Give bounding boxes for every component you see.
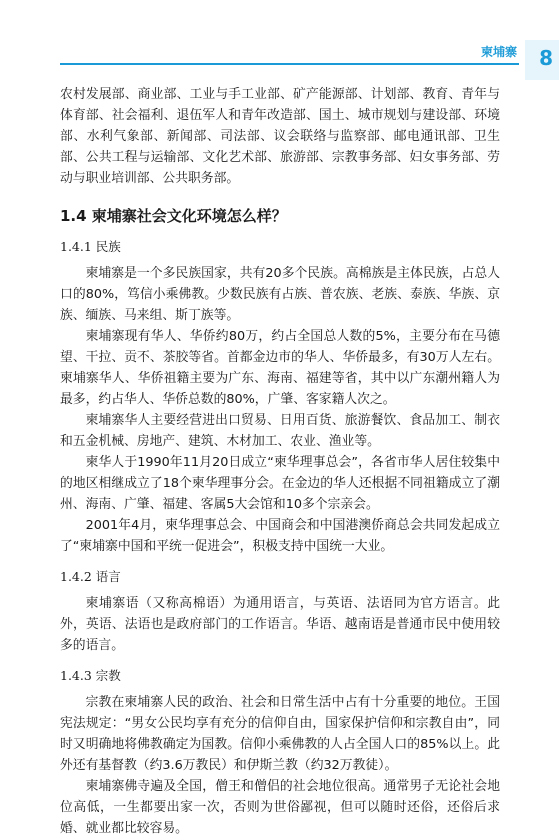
paragraph: 2001年4月，柬华理事总会、中国商会和中国港澳侨商总会共同发起成立了“柬埔寨中国和平统一促进会”，积极支持中国统一大业。 [60, 518, 500, 554]
paragraph: 柬埔寨语（又称高棉语）为通用语言，与英语、法语同为官方语言。此外，英语、法语也是政府部门的工作语言。华语、越南语是普通市民中使用较多的语言。 [60, 596, 500, 653]
paragraph: 宗教在柬埔寨人民的政治、社会和日常生活中占有十分重要的地位。王国宪法规定：“男女公民均享有充分的信仰自由，国家保护信仰和宗教自由”，同时又明确地将佛教确定为国教。信仰小乘佛教的人占全国人口的85%以上。此外还有基督教（约3.6万教民）和伊斯兰教（约32万教徒）。 [60, 695, 500, 773]
intro-paragraph: 农村发展部、商业部、工业与手工业部、矿产能源部、计划部、教育、青年与体育部、社会福利、退伍军人和青年改造部、国土、城市规划与建设部、环境部、水利气象部、新闻部、司法部、议会联络与监察部、邮电通讯部、卫生部、公共工程与运输部、文化艺术部、旅游部、宗教事务部、妇女事务部、劳动与职业培训部、公共职务部。 [60, 87, 500, 186]
page-header [0, 40, 559, 76]
running-title: 柬埔寨 [480, 45, 517, 59]
section-heading: 1.4 柬埔寨社会文化环境怎么样？ [60, 207, 287, 225]
subsection-heading-ethnic: 1.4.1 民族 [60, 239, 121, 254]
subsection-heading-religion: 1.4.3 宗教 [60, 668, 121, 683]
page-content [60, 84, 500, 839]
paragraph: 柬埔寨华人主要经营进出口贸易、日用百货、旅游餐饮、食品加工、制衣和五金机械、房地产、建筑、木材加工、农业、渔业等。 [60, 413, 500, 449]
paragraph: 柬埔寨是一个多民族国家，共有20多个民族。高棉族是主体民族，占总人口的80%，笃信小乘佛教。少数民族有占族、普农族、老族、泰族、华族、京族、缅族、马来组、斯丁族等。 [60, 266, 500, 323]
header-rule [60, 63, 519, 65]
paragraph: 柬埔寨现有华人、华侨约80万，约占全国总人数的5%，主要分布在马德望、干拉、贡不、茶胶等省。首都金边市的华人、华侨最多，有30万人左右。柬埔寨华人、华侨祖籍主要为广东、海南、福建等省，其中以广东潮州籍人为最多，约占华人、华侨总数的80%，广肇、客家籍人次之。 [60, 329, 500, 407]
paragraph: 柬华人于1990年11月20日成立“柬华理事总会”，各省市华人居住较集中的地区相继成立了18个柬华理事分会。在金边的华人还根据不同祖籍成立了潮州、海南、广肇、福建、客属5大会馆和10多个宗亲会。 [60, 455, 500, 512]
paragraph: 柬埔寨佛寺遍及全国，僧王和僧侣的社会地位很高。通常男子无论社会地位高低，一生都要出家一次，否则为世俗鄙视，但可以随时还俗，还俗后求婚、就业都比较容易。 [60, 779, 500, 836]
subsection-heading-language: 1.4.2 语言 [60, 569, 121, 584]
page-number: 8 [539, 46, 553, 70]
